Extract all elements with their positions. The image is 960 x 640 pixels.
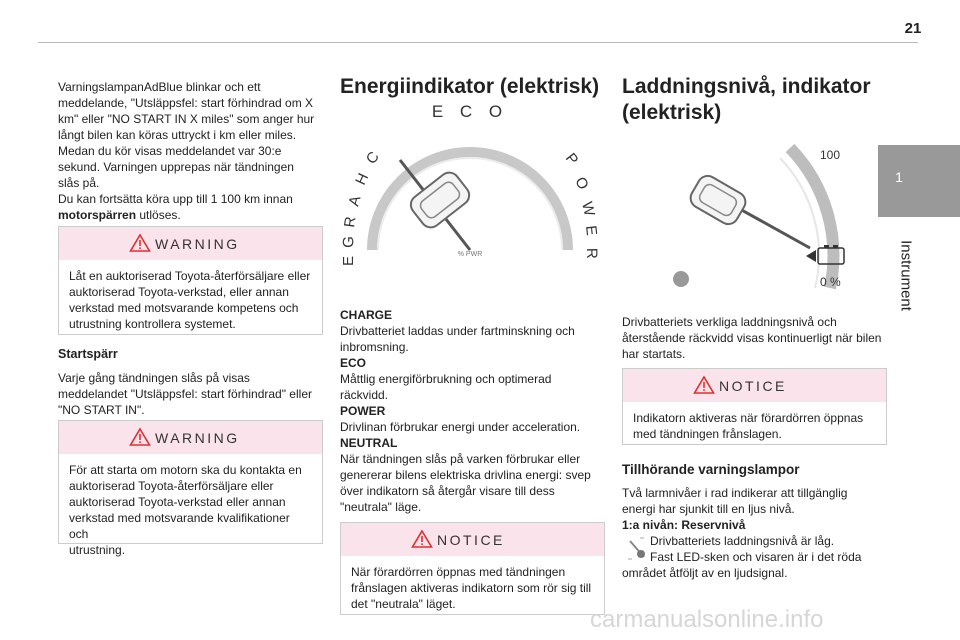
notice-triangle-icon	[693, 375, 715, 395]
text-line: Du kan fortsätta köra upp till 1 100 km innan	[58, 192, 293, 206]
gauge-arc	[372, 152, 568, 250]
term-power	[340, 403, 605, 435]
text-line: energi har sjunkit till en ljus nivå.	[622, 502, 795, 516]
notice-body	[623, 402, 886, 450]
power-letter: P	[561, 149, 582, 169]
level-item	[622, 533, 887, 565]
energy-gauge-illustration	[340, 100, 600, 275]
text-line: Måttlig energiförbrukning och optimerad	[340, 372, 552, 386]
term-label: NEUTRAL	[340, 436, 398, 450]
charge-description	[622, 314, 887, 362]
text-line: utrustning kontrollera systemet.	[69, 317, 236, 331]
section-heading: Startspärr	[58, 347, 118, 361]
text-line: "neutrala" läge.	[340, 500, 422, 514]
term-label: CHARGE	[340, 308, 393, 322]
gauge-0-label: 0 %	[820, 275, 841, 289]
term-label: ECO	[340, 356, 367, 370]
title-line: (elektrisk)	[622, 101, 722, 124]
charge-letter: R	[341, 215, 360, 229]
charge-letter: E	[340, 255, 357, 266]
charge-needle-hub	[687, 172, 749, 227]
warning-label: WARNING	[155, 430, 240, 446]
gauge-needle-hub	[407, 169, 473, 232]
notice-label: NOTICE	[437, 532, 505, 548]
text-line: Drivbatteriet laddas under fartminskning och	[340, 324, 575, 338]
notice-label: NOTICE	[719, 378, 787, 394]
header-divider	[38, 42, 918, 43]
text-line: räckvidd.	[340, 388, 389, 402]
text-line	[58, 207, 323, 223]
notice-header	[341, 523, 604, 556]
text-line: Drivbatteriets verkliga laddningsnivå och	[622, 315, 837, 329]
text-line: slås på.	[58, 176, 100, 190]
warning-triangle-icon	[129, 427, 151, 447]
charge-level-title	[622, 74, 871, 126]
warning-header	[59, 227, 322, 260]
energy-indicator-title: Energiindikator (elektrisk)	[340, 75, 600, 98]
adblue-intro	[58, 79, 323, 223]
low-battery-lamp-icon	[626, 535, 648, 563]
warning-box-1	[58, 226, 323, 335]
text-line: över indikatorn så återgår visare till dess	[340, 484, 555, 498]
warning-body	[59, 260, 322, 340]
power-letter: R	[583, 247, 600, 259]
text-line: Varje gång tändningen slås på visas	[58, 371, 250, 385]
text-line: inbromsning.	[340, 340, 409, 354]
term-neutral	[340, 435, 605, 515]
power-letter: W	[578, 200, 598, 218]
power-letter: E	[582, 224, 600, 237]
warning-lamp-dot	[673, 271, 689, 287]
warning-label: WARNING	[155, 236, 240, 252]
eco-label: E C O	[431, 102, 509, 121]
text-line: med tändningen frånslagen.	[633, 427, 782, 441]
text-line: Fast LED-sken och visaren är i det röda	[650, 550, 862, 564]
text-line: Två larmnivåer i rad indikerar att tillgänglig	[622, 486, 848, 500]
text-line: det "neutrala" läget.	[351, 597, 456, 611]
level-heading: 1:a nivån: Reservnivå	[622, 518, 746, 532]
chapter-tab[interactable]	[878, 145, 960, 217]
text-line: Drivlinan förbrukar energi under acceleration.	[340, 420, 581, 434]
chapter-label-area	[878, 217, 960, 337]
text-line: verkstad med motsvarande kvalifikationer och	[69, 511, 290, 541]
column-1	[58, 79, 323, 223]
notice-triangle-icon	[411, 529, 433, 549]
warning-body	[59, 454, 322, 566]
power-letter: O	[571, 174, 592, 193]
text-line: När förardörren öppnas med tändningen	[351, 565, 566, 579]
related-lamps-section	[622, 462, 887, 581]
text-line: Låt en auktoriserad Toyota-återförsäljare eller	[69, 269, 311, 283]
section-heading: Tillhörande varningslampor	[622, 462, 800, 477]
notice-header	[623, 369, 886, 402]
charge-letter: G	[340, 235, 358, 249]
bold-term: motorspärren	[58, 208, 137, 222]
text-fragment: utlöses.	[136, 208, 181, 222]
text-line: auktoriserad Toyota-verkstad, eller annan	[69, 285, 289, 299]
text-line: Medan du kör visas meddelandet var 30:e	[58, 144, 282, 158]
text-line: utrustning.	[69, 543, 126, 557]
charge-letter: C	[362, 148, 383, 168]
term-charge	[340, 307, 605, 355]
startsparr-section	[58, 346, 323, 418]
charge-letter: A	[345, 193, 365, 209]
text-line: auktoriserad Toyota-återförsäljare eller	[69, 479, 274, 493]
notice-box-1	[340, 522, 605, 615]
notice-body	[341, 556, 604, 620]
chapter-number: 1	[895, 169, 903, 185]
term-label: POWER	[340, 404, 386, 418]
text-line: Drivbatteriets laddningsnivå är låg.	[650, 534, 835, 548]
text-line: När tändningen slås på varken förbrukar eller	[340, 452, 581, 466]
text-line: km" eller "NO START IN X miles" som anger hur	[58, 112, 315, 126]
page-number: 21	[904, 20, 922, 37]
energy-terms	[340, 307, 605, 515]
charge-gauge-arc	[790, 148, 833, 288]
text-line: genererar bilens elektriska drivlina energi: svep	[340, 468, 591, 482]
text-line: VarningslampanAdBlue blinkar och ett	[58, 80, 261, 94]
text-line: återstående räckvidd visas kontinuerligt när bilen	[622, 331, 882, 345]
warning-header	[59, 421, 322, 454]
text-line: Indikatorn aktiveras när förardörren öppnas	[633, 411, 864, 425]
charge-gauge-illustration	[660, 138, 870, 306]
text-line: "NO START IN".	[58, 403, 145, 417]
gauge-center-label: % PWR	[457, 251, 483, 258]
title-line: Laddningsnivå, indikator	[622, 75, 871, 98]
charge-letter: H	[352, 170, 373, 188]
notice-box-2	[622, 368, 887, 445]
text-line: meddelandet "Utsläppsfel: start förhindrad" eller	[58, 387, 312, 401]
text-line: meddelande, "Utsläppsfel: start förhindrad om X	[58, 96, 314, 110]
chapter-label: Instrument	[897, 240, 915, 311]
term-eco	[340, 355, 605, 403]
text-line: långt bilen kan köras uttryckt i km eller miles.	[58, 128, 297, 142]
text-line: För att starta om motorn ska du kontakta en	[69, 463, 302, 477]
text-line: frånslagen aktiveras indikatorn som rör sig till	[351, 581, 592, 595]
gauge-100-label: 100	[820, 148, 841, 162]
warning-triangle-icon	[129, 233, 151, 253]
warning-box-2	[58, 420, 323, 557]
text-line: området åtföljt av en ljudsignal.	[622, 566, 788, 580]
watermark: carmanualsonline.info	[590, 606, 824, 633]
text-line: har startats.	[622, 347, 686, 361]
text-line: auktoriserad Toyota-verkstad eller annan	[69, 495, 286, 509]
text-line: sekund. Varningen upprepas när tändningen	[58, 160, 294, 174]
text-line: verkstad med motsvarande kompetens och	[69, 301, 299, 315]
